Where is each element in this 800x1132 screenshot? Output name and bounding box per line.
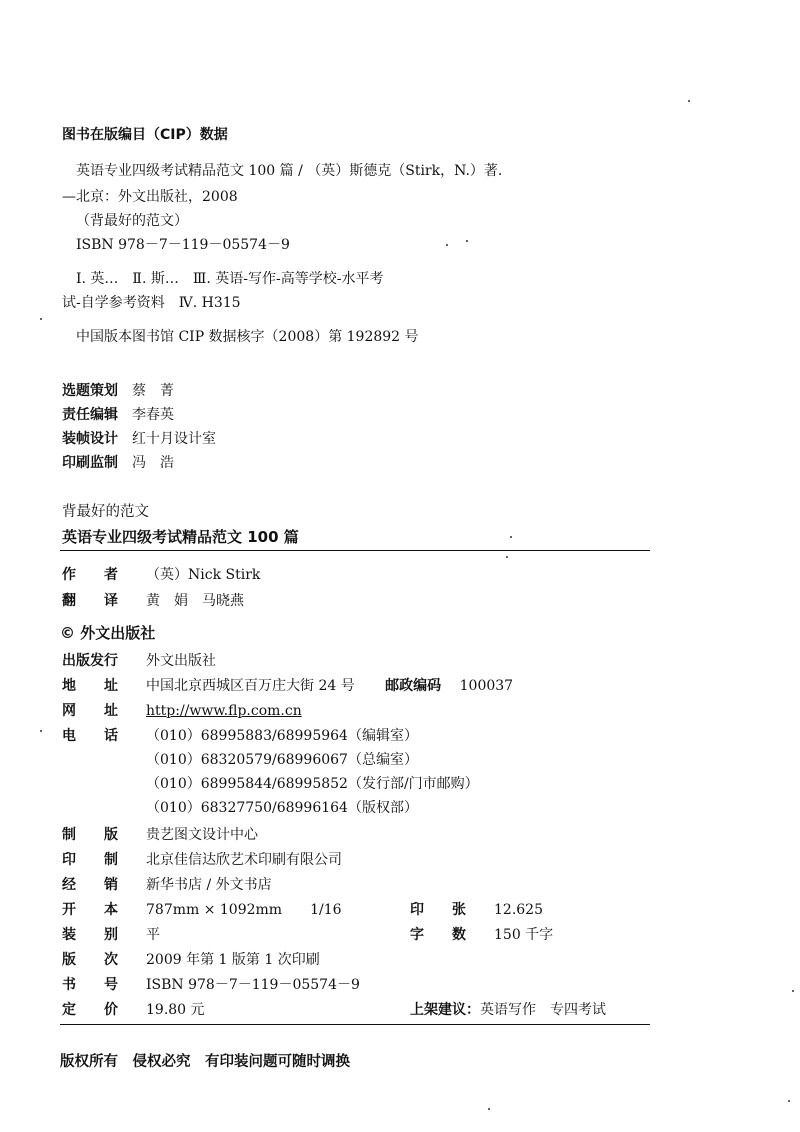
words-value: 150 千字	[494, 927, 554, 943]
detail-label: 电 话	[62, 728, 118, 744]
credit-author	[62, 564, 260, 584]
sheets-label: 印 张	[410, 902, 466, 918]
detail-value: 787mm × 1092mm 1/16	[146, 902, 342, 918]
copyright-footer: 版权所有 侵权必究 有印装问题可随时调换	[60, 1054, 350, 1070]
words-label: 字 数	[410, 927, 466, 943]
cip-line-title: 英语专业四级考试精品范文 100 篇 / （英）斯德克（Stirk，N.）著.	[76, 163, 503, 179]
detail-label: 印 制	[62, 852, 118, 868]
detail-value: 中国北京西城区百万庄大街 24 号	[146, 678, 355, 694]
crew-label: 责任编辑	[62, 407, 118, 423]
detail-label: 开 本	[62, 902, 118, 918]
cip-line-isbn: ISBN 978－7－119－05574－9	[76, 237, 290, 253]
detail-isbn	[62, 974, 360, 994]
detail-phone	[62, 725, 418, 745]
detail-price	[62, 999, 205, 1019]
detail-words	[410, 924, 553, 944]
crew-designer	[62, 428, 216, 448]
phone-line: （010）68320579/68996067（总编室）	[146, 752, 418, 768]
detail-edition	[62, 949, 320, 969]
detail-value: 新华书店 / 外文书店	[146, 877, 272, 893]
scan-speck	[40, 318, 42, 320]
detail-label: 制 版	[62, 827, 118, 843]
detail-website	[62, 700, 302, 720]
crew-value: 红十月设计室	[132, 431, 216, 447]
publisher-copyright: © 外文出版社	[60, 624, 156, 642]
cip-line-number: 中国版本图书馆 CIP 数据核字（2008）第 192892 号	[76, 329, 419, 345]
detail-format	[62, 899, 342, 919]
crew-value: 蔡 菁	[132, 383, 174, 399]
scan-speck	[792, 990, 794, 992]
cip-line-subjects-cont: 试-自学参考资料 Ⅳ. H315	[62, 295, 241, 311]
crew-value: 冯 浩	[132, 455, 174, 471]
credit-label: 作 者	[62, 567, 118, 583]
detail-label: 网 址	[62, 703, 118, 719]
detail-distributor	[62, 650, 216, 670]
scan-speck	[40, 730, 42, 732]
phone-line: （010）68995883/68995964（编辑室）	[146, 728, 418, 744]
credit-label: 翻 译	[62, 593, 118, 609]
detail-value: 北京佳信达欣艺术印刷有限公司	[146, 852, 342, 868]
detail-value: 外文出版社	[146, 653, 216, 669]
detail-label: 装 别	[62, 927, 118, 943]
detail-phone-4	[62, 797, 418, 817]
crew-label: 装帧设计	[62, 431, 118, 447]
detail-value: 19.80 元	[146, 1002, 205, 1018]
detail-value: ISBN 978－7－119－05574－9	[146, 977, 360, 993]
detail-label: 地 址	[62, 678, 118, 694]
cip-line-place: —北京：外文出版社，2008	[62, 189, 238, 205]
phone-line: （010）68327750/68996164（版权部）	[146, 800, 418, 816]
cip-line-subjects: Ⅰ. 英… Ⅱ. 斯… Ⅲ. 英语-写作-高等学校-水平考	[76, 271, 384, 287]
detail-address	[62, 675, 513, 695]
crew-label: 选题策划	[62, 383, 118, 399]
cip-title: 图书在版编目（CIP）数据	[62, 127, 228, 143]
title-rule	[60, 550, 650, 551]
detail-value: 平	[146, 927, 160, 943]
scan-speck	[688, 100, 690, 102]
scan-speck	[788, 1100, 790, 1102]
cip-line-series: （背最好的范文）	[76, 213, 188, 229]
detail-shelf	[410, 999, 606, 1019]
scan-speck	[510, 536, 512, 538]
book-title: 英语专业四级考试精品范文 100 篇	[62, 528, 299, 546]
detail-phone-2	[62, 749, 418, 769]
scan-speck	[466, 240, 468, 242]
scan-speck	[506, 556, 508, 558]
crew-value: 李春英	[132, 407, 174, 423]
shelf-value: 英语写作 专四考试	[480, 1002, 606, 1018]
postcode-label: 邮政编码	[385, 678, 442, 694]
detail-sheets	[410, 899, 543, 919]
credit-value: 黄 娟 马晓燕	[146, 593, 244, 609]
crew-editor	[62, 404, 174, 424]
website-link[interactable]: http://www.flp.com.cn	[146, 703, 302, 719]
crew-planner	[62, 380, 174, 400]
detail-label: 经 销	[62, 877, 118, 893]
credit-translator	[62, 590, 244, 610]
detail-label: 定 价	[62, 1002, 118, 1018]
scan-speck	[446, 244, 448, 246]
phone-line: （010）68995844/68995852（发行部/门市邮购）	[146, 776, 479, 792]
crew-print-supervisor	[62, 452, 174, 472]
detail-value: 贵艺图文设计中心	[146, 827, 258, 843]
detail-plate	[62, 824, 258, 844]
detail-label: 出版发行	[62, 653, 118, 669]
detail-seller	[62, 874, 272, 894]
detail-label: 版 次	[62, 952, 118, 968]
book-series: 背最好的范文	[62, 504, 149, 520]
crew-label: 印刷监制	[62, 455, 118, 471]
details-rule	[60, 1024, 650, 1025]
detail-label: 书 号	[62, 977, 118, 993]
shelf-label: 上架建议：	[410, 1002, 480, 1018]
postcode-value: 100037	[459, 678, 514, 694]
detail-binding	[62, 924, 160, 944]
scan-speck	[488, 1108, 490, 1110]
credit-value: （英）Nick Stirk	[146, 567, 261, 583]
detail-printer	[62, 849, 342, 869]
sheets-value: 12.625	[494, 902, 543, 918]
detail-phone-3	[62, 773, 479, 793]
detail-value: 2009 年第 1 版第 1 次印刷	[146, 952, 320, 968]
